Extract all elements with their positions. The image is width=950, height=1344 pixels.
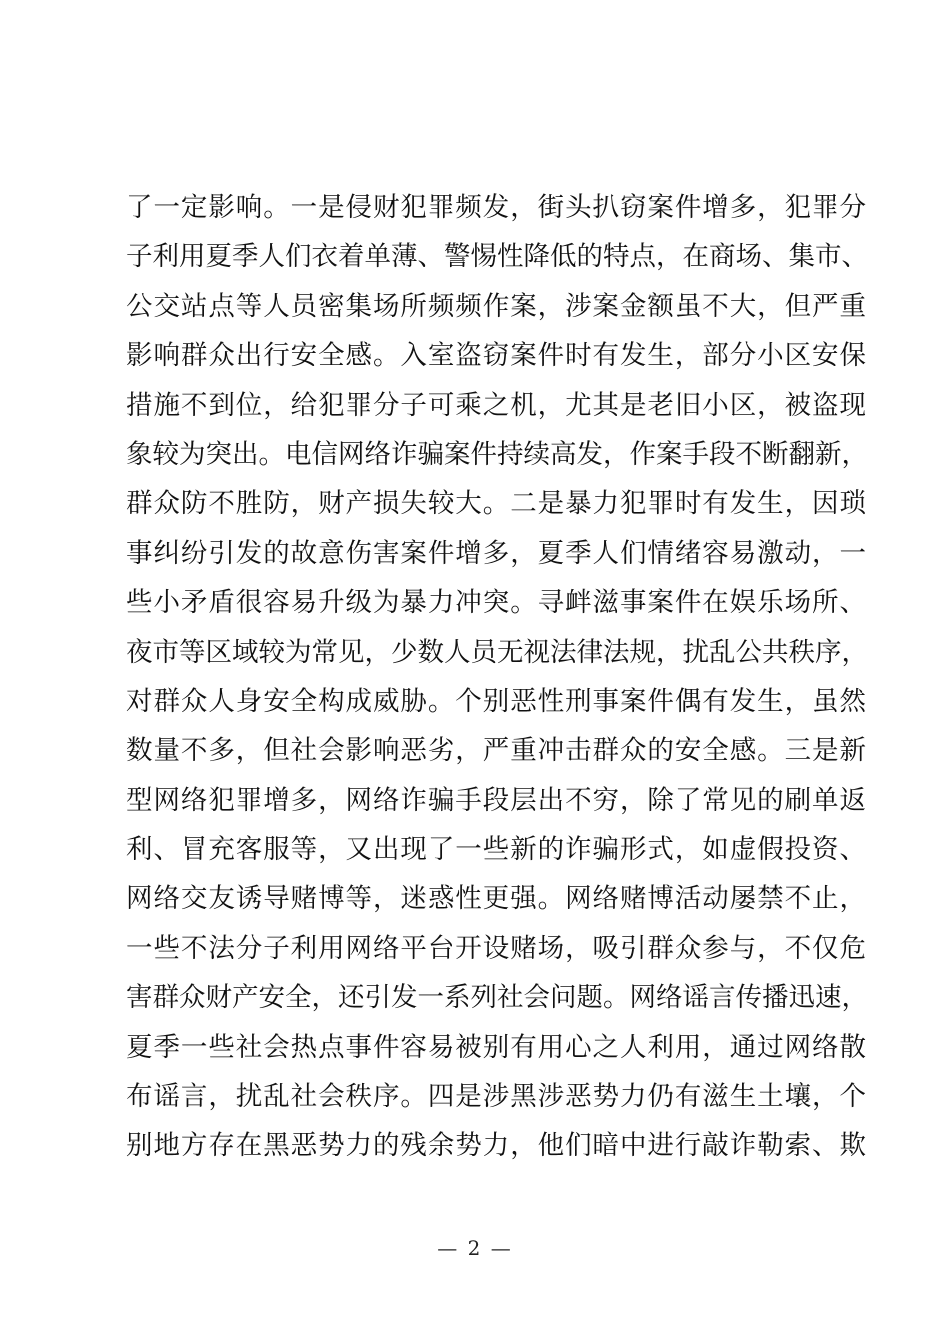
page-number: — 2 — (437, 1236, 513, 1260)
text-line: 子利用夏季人们衣着单薄、警惕性降低的特点，在商场、集市、 (126, 241, 868, 273)
text-line: 象较为突出。电信网络诈骗案件持续高发，作案手段不断翻新， (126, 438, 868, 470)
text-line: 型网络犯罪增多，网络诈骗手段层出不穷，除了常见的刷单返 (126, 784, 866, 816)
text-line: 影响群众出行安全感。入室盗窃案件时有发生，部分小区安保 (126, 340, 866, 372)
text-line: 对群众人身安全构成威胁。个别恶性刑事案件偶有发生，虽然 (126, 685, 866, 717)
text-line: 数量不多，但社会影响恶劣，严重冲击群众的安全感。三是新 (126, 735, 866, 767)
text-line: 公交站点等人员密集场所频频作案，涉案金额虽不大，但严重 (126, 290, 866, 322)
text-line: 些小矛盾很容易升级为暴力冲突。寻衅滋事案件在娱乐场所、 (126, 587, 866, 619)
text-line: 别地方存在黑恶势力的残余势力，他们暗中进行敲诈勒索、欺 (126, 1130, 866, 1162)
text-line: 群众防不胜防，财产损失较大。二是暴力犯罪时有发生，因琐 (126, 488, 866, 520)
text-line: 一些不法分子利用网络平台开设赌场，吸引群众参与，不仅危 (126, 932, 866, 964)
text-line: 害群众财产安全，还引发一系列社会问题。网络谣言传播迅速， (126, 982, 868, 1014)
text-line: 布谣言，扰乱社会秩序。四是涉黑涉恶势力仍有滋生土壤，个 (126, 1081, 866, 1113)
text-line: 夏季一些社会热点事件容易被别有用心之人利用，通过网络散 (126, 1031, 866, 1063)
text-line: 夜市等区域较为常见，少数人员无视法律法规，扰乱公共秩序， (126, 636, 868, 668)
text-line: 了一定影响。一是侵财犯罪频发，街头扒窃案件增多，犯罪分 (126, 192, 866, 223)
text-line: 事纠纷引发的故意伤害案件增多，夏季人们情绪容易激动，一 (126, 537, 866, 569)
text-line: 利、冒充客服等，又出现了一些新的诈骗形式，如虚假投资、 (126, 834, 866, 866)
text-line: 网络交友诱导赌博等，迷惑性更强。网络赌博活动屡禁不止， (126, 883, 866, 915)
body-paragraph (126, 183, 866, 1171)
text-line: 措施不到位，给犯罪分子可乘之机，尤其是老旧小区，被盗现 (126, 389, 866, 421)
